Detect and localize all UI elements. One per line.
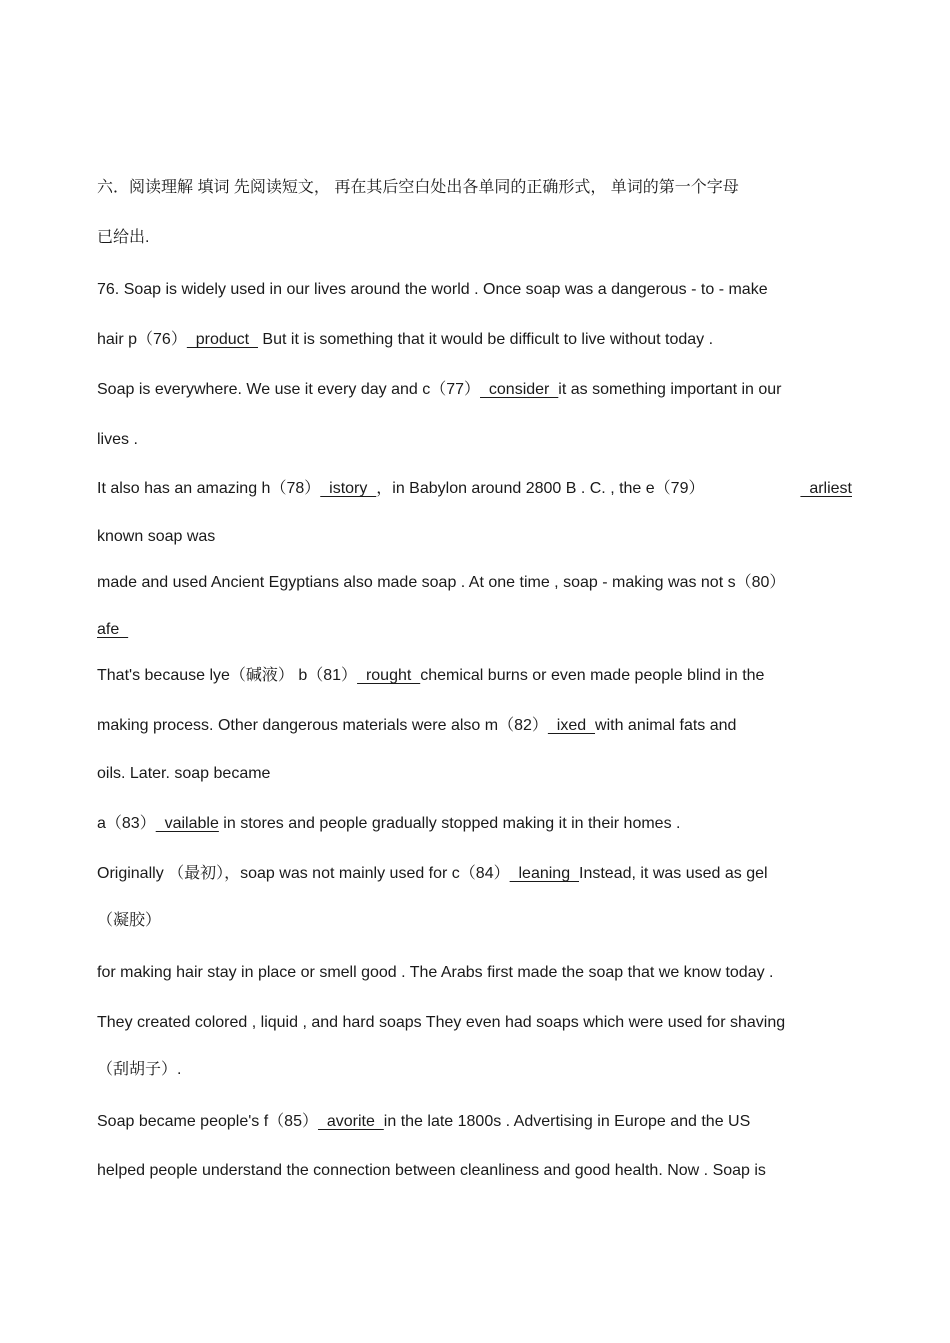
- passage-text: with animal fats and: [595, 717, 737, 734]
- passage-line: [97, 814, 852, 834]
- passage-text: Soap became people's f（85）: [97, 1113, 318, 1130]
- passage-line: [97, 573, 852, 593]
- answer-blank-80: afe: [97, 621, 129, 638]
- answer-blank-77: consider: [480, 381, 559, 398]
- heading-line-2: 已给出.: [97, 229, 150, 246]
- passage-line: [97, 963, 852, 983]
- passage-text: lives .: [97, 431, 138, 448]
- passage-text: （凝胶）: [97, 912, 162, 929]
- passage-text: in the late 1800s . Advertising in Europe and the US: [383, 1113, 751, 1130]
- answer-blank-76: product: [186, 331, 258, 348]
- passage-line: [97, 911, 852, 931]
- passage-line: [97, 527, 852, 547]
- answer-blank-83: vailable: [155, 815, 219, 832]
- answer-blank-85: avorite: [317, 1113, 384, 1130]
- passage-text: for making hair stay in place or smell good . The Arabs first made the soap that we know today .: [97, 964, 774, 981]
- passage-line: [97, 430, 852, 450]
- passage-text: a（83）: [97, 815, 156, 832]
- passage-text: Instead, it was used as gel: [579, 865, 768, 882]
- passage-text: Soap is everywhere. We use it every day and c（77）: [97, 381, 481, 398]
- passage-text: They created colored , liquid , and hard soaps They even had soaps which were used for shaving: [97, 1014, 786, 1031]
- passage-text: in stores and people gradually stopped making it in their homes .: [218, 815, 681, 832]
- passage-text: oils. Later. soap became: [97, 765, 271, 782]
- answer-blank-82: ixed: [547, 717, 596, 734]
- passage-text: helped people understand the connection between cleanliness and good health. Now . Soap is: [97, 1162, 766, 1179]
- passage-text: （刮胡子）.: [97, 1061, 182, 1078]
- passage-line: [97, 1161, 852, 1181]
- passage-text: chemical burns or even made people blind in the: [420, 667, 765, 684]
- answer-blank-79: arliest: [800, 480, 852, 497]
- passage-text: making process. Other dangerous materials were also m（82）: [97, 717, 548, 734]
- passage-text: Originally （最初），soap was not mainly used for c（84）: [97, 865, 510, 882]
- passage-line: [97, 1013, 852, 1033]
- answer-blank-84: leaning: [509, 865, 579, 882]
- passage-text: known soap was: [97, 528, 216, 545]
- passage-text: made and used Ancient Egyptians also made soap . At one time , soap - making was not s（80）: [97, 574, 786, 591]
- passage-line: [97, 666, 852, 686]
- passage-line: [97, 330, 852, 350]
- passage-line: [97, 1060, 852, 1080]
- passage-line: [97, 716, 852, 736]
- passage-line: [97, 864, 852, 884]
- passage-text: But it is something that it would be difficult to live without today .: [257, 331, 714, 348]
- passage-line: [97, 380, 852, 400]
- passage-line: [97, 620, 852, 640]
- passage-text: it as something important in our: [558, 381, 782, 398]
- passage-line: [97, 764, 852, 784]
- passage-text: ，in Babylon around 2800 B . C. , the e（79）: [376, 480, 705, 497]
- passage-text: That's because lye（碱液） b（81）: [97, 667, 358, 684]
- answer-blank-81: rought: [357, 667, 421, 684]
- passage-text: 76. Soap is widely used in our lives around the world . Once soap was a dangerous - to - make: [97, 281, 768, 298]
- passage-line: [97, 280, 852, 300]
- passage-line: [97, 1112, 852, 1132]
- passage-line: [97, 479, 852, 499]
- passage-text: It also has an amazing h（78）: [97, 480, 321, 497]
- answer-blank-78: istory: [320, 480, 377, 497]
- passage-text: hair p（76）: [97, 331, 187, 348]
- heading-line-1: 六．阅读理解 填词 先阅读短文， 再在其后空白处出各单同的正确形式， 单词的第一个字母: [97, 179, 739, 196]
